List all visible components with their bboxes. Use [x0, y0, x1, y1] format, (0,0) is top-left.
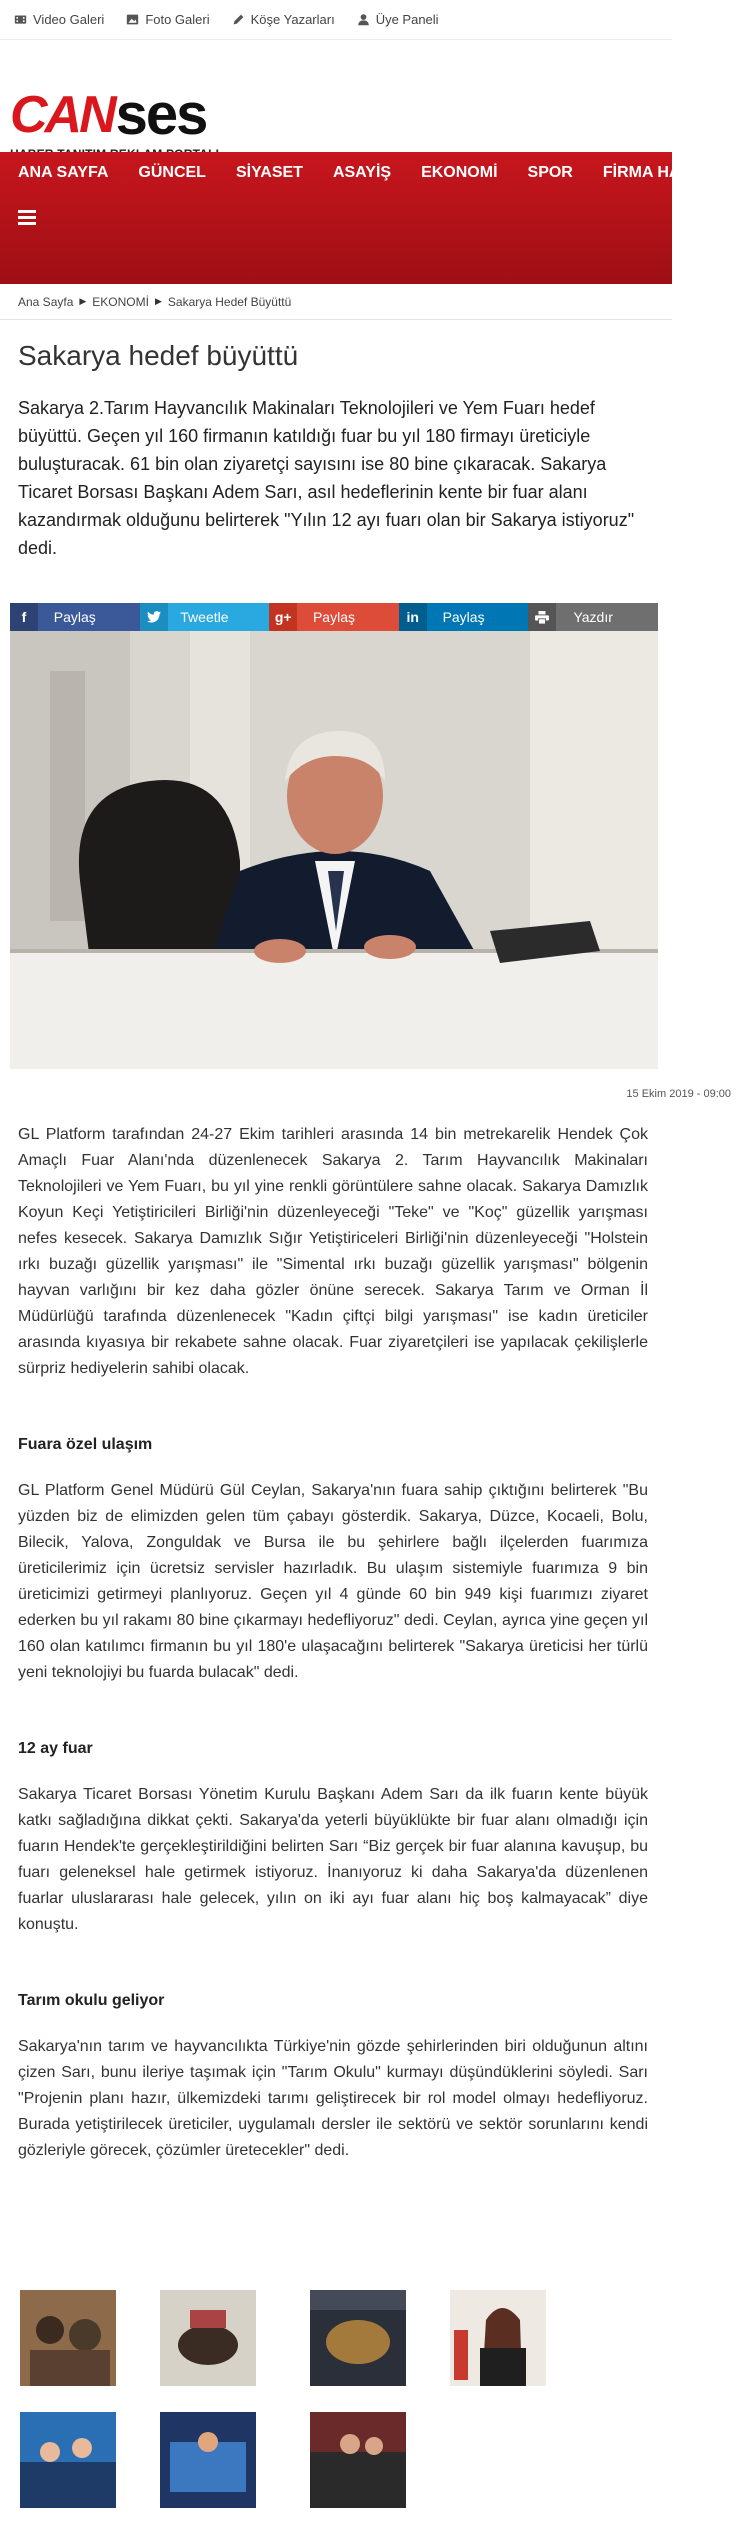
- article-paragraph: GL Platform Genel Müdürü Gül Ceylan, Sakarya'nın fuara sahip çıktığını belirterek "Bu yüzden biz de elimizden gelen tüm çabayı gösterdik. Sakarya, Düzce, Kocaeli, Bolu, Bilecik, Yalova, Zonguldak ve Bursa ile bu şehirlere bağlı ilçelerden fuarımıza üreticilerimiz için ücretsiz servisler hazırladık. Bu ulaşım sistemiyle fuarımıza 9 bin üreticimizi getirmeyi planlıyoruz. Geçen yıl 4 günde 60 bin 949 kişi fuarımızı ziyaret ederken bu yıl rakamı 80 bine çıkarmayı hedefliyoruz" dedi. Ceylan, ayrıca yine geçen yıl 160 olan katılımcı firmanın bu yıl 180'e ulaşacağını belirterek "Sakarya üreticisi her türlü yeni teknolojiyi bu fuarda bulacak" dedi.: [18, 1482, 648, 1681]
- video-icon: [14, 13, 27, 26]
- breadcrumb-current: Sakarya Hedef Büyüttü: [167, 294, 292, 309]
- columnists-link[interactable]: Köşe Yazarları: [232, 12, 335, 27]
- chevron-right-icon: ▶: [154, 296, 162, 306]
- gallery-thumbnail[interactable]: [450, 2290, 546, 2386]
- share-twitter-button[interactable]: Tweetle: [140, 603, 270, 631]
- print-button[interactable]: Yazdır: [528, 603, 658, 631]
- page-title: Sakarya hedef büyüttü: [18, 340, 299, 371]
- print-icon: [528, 603, 556, 631]
- chevron-right-icon: ▶: [79, 296, 87, 306]
- nav-item-ekonomi[interactable]: EKONOMİ: [421, 164, 498, 181]
- breadcrumb: [0, 284, 672, 320]
- photo-gallery-link[interactable]: Foto Galeri: [126, 12, 209, 27]
- nav-item-spor[interactable]: SPOR: [527, 164, 573, 181]
- gallery-thumbnail[interactable]: [310, 2290, 406, 2386]
- nav-item-firma-haberleri[interactable]: FİRMA HABERLERİ: [602, 164, 751, 181]
- photo-icon: [126, 13, 139, 26]
- share-bar: [10, 603, 658, 631]
- article-lead: Sakarya 2.Tarım Hayvancılık Makinaları Teknolojileri ve Yem Fuarı hedef büyüttü. Geçen yıl 160 firmanın katıldığı fuar bu yıl 180 firmayı üreticiyle buluşturacak. 61 bin olan ziyaretçi sayısını ise 80 bine çıkaracak. Sakarya Ticaret Borsası Başkanı Adem Sarı, asıl hedeflerinin kente bir fuar alanı kazandırmak olduğunu belirterek "Yılın 12 ayı fuarı olan bir Sakarya istiyoruz" dedi.: [18, 398, 635, 558]
- gallery-thumbnail[interactable]: [310, 2412, 406, 2508]
- facebook-icon: f: [10, 603, 38, 631]
- header: [0, 40, 672, 152]
- share-facebook-button[interactable]: f Paylaş: [10, 603, 140, 631]
- top-links-bar: [0, 0, 672, 40]
- google-plus-icon: g+: [269, 603, 297, 631]
- section-heading: 12 ay fuar: [18, 1740, 93, 1757]
- linkedin-icon: in: [399, 603, 427, 631]
- gallery-thumbnail[interactable]: [20, 2290, 116, 2386]
- member-panel-link[interactable]: Üye Paneli: [357, 12, 439, 27]
- main-nav: [0, 152, 751, 284]
- nav-item-siyaset[interactable]: SİYASET: [235, 164, 303, 181]
- article-body: [18, 1122, 648, 2164]
- site-logo[interactable]: CAN ses: [10, 82, 207, 147]
- pencil-icon: [232, 13, 245, 26]
- article-paragraph: Sakarya Ticaret Borsası Yönetim Kurulu Başkanı Adem Sarı da ilk fuarın kente büyük katkı sağladığına dikkat çekti. Sakarya'da yeterli büyüklükte bir fuar alanı olmadığı için fuarın Hendek'te gerçekleştirildiğini belirten Sarı “Biz gerçek bir fuar alanına kavuşup, bu fuarı geleneksel hale getirmek istiyoruz. İnanıyoruz ki daha Sakarya'da düzenlenen fuarlar uluslararası hale gelecek, yılın on iki ayı fuar alanı hiç boş kalmayacak” diye konuştu.: [18, 1786, 648, 1933]
- section-heading: Tarım okulu geliyor: [18, 1992, 165, 2009]
- gallery-thumbnail[interactable]: [160, 2412, 256, 2508]
- share-linkedin-button[interactable]: in Paylaş: [399, 603, 529, 631]
- breadcrumb-category[interactable]: EKONOMİ: [92, 294, 149, 309]
- publish-date: 15 Ekim 2019 - 09:00: [626, 1088, 731, 1100]
- article-photo: [10, 631, 658, 1069]
- section-heading: Fuara özel ulaşım: [18, 1436, 153, 1453]
- article-paragraph: GL Platform tarafından 24-27 Ekim tarihleri arasında 14 bin metrekarelik Hendek Çok Amaçlı Fuar Alanı'nda düzenlenecek Sakarya 2. Tarım Hayvancılık Makinaları Teknolojileri ve Yem Fuarı, bu yıl yine renkli görüntülere sahne olacak. Sakarya Damızlık Koyun Keçi Yetiştiricileri Birliği'nin düzenleyeceği "Teke" ve "Koç" güzellik yarışması nefes kesecek. Sakarya Damızlık Sığır Yetiştiriceleri Birliği'nin düzenleyeceği "Holstein ırkı buzağı güzellik yarışması" ile "Simental ırkı buzağı güzellik yarışması" bölgenin hayvan varlığını bir kez daha gözler önüne serecek. Sakarya Tarım ve Orman İl Müdürlüğü tarafında düzenlenecek "Kadın çiftçi bilgi yarışması" ise kadın üreticiler arasında kıyasıya bir rekabete sahne olacak. Fuar ziyaretçileri ise yapılacak çekilişlerle sürpriz hediyelerin sahibi olacak.: [18, 1126, 648, 1377]
- nav-item-guncel[interactable]: GÜNCEL: [138, 164, 206, 181]
- article-paragraph: Sakarya'nın tarım ve hayvancılıkta Türkiye'nin gözde şehirlerinden biri olduğunun altını çizen Sarı, bunu ileriye taşımak için "Tarım Okulu" kurmayı düşündüklerini söyledi. Sarı "Projenin planı hazır, ülkemizdeki tarımı geliştirecek bir rol model olmayı hedefliyoruz. Burada yetiştirilecek üreticiler, uygulamalı dersler ile sektörü ve sektör sorunlarını kendi gözleriyle görecek, çözümler üretecekler" dedi.: [18, 2038, 648, 2159]
- menu-icon[interactable]: [18, 210, 36, 224]
- breadcrumb-home[interactable]: Ana Sayfa: [18, 294, 74, 309]
- twitter-icon: [140, 603, 168, 631]
- share-google-button[interactable]: g+ Paylaş: [269, 603, 399, 631]
- nav-item-home[interactable]: ANA SAYFA: [18, 164, 109, 181]
- nav-item-asayis[interactable]: ASAYİŞ: [332, 164, 392, 181]
- gallery-thumbnail[interactable]: [20, 2412, 116, 2508]
- video-gallery-link[interactable]: Video Galeri: [14, 12, 104, 27]
- gallery-thumbnail[interactable]: [160, 2290, 256, 2386]
- user-icon: [357, 13, 370, 26]
